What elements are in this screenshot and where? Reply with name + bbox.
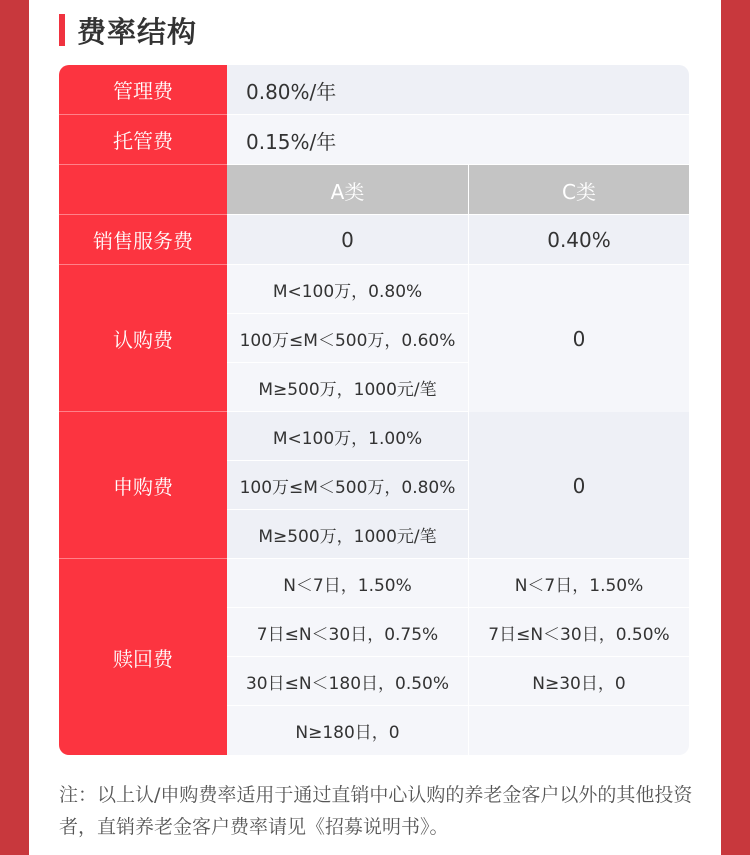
grid-line — [227, 607, 689, 608]
value-purchase-a-tier1: M<100万，1.00% — [227, 412, 468, 461]
grid-line — [227, 460, 468, 461]
header-class-c: C类 — [469, 165, 689, 215]
grid-line — [227, 656, 689, 657]
value-purchase-a-tier2: 100万≤M＜500万，0.80% — [227, 461, 468, 510]
value-redemption-a-tier1: N＜7日，1.50% — [227, 559, 468, 608]
label-subscription-fee: 认购费 — [59, 265, 227, 412]
grid-line — [227, 264, 689, 265]
value-redemption-c-tier1: N＜7日，1.50% — [469, 559, 689, 608]
value-custody-fee: 0.15%/年 — [227, 115, 689, 165]
value-management-fee: 0.80%/年 — [227, 65, 689, 115]
grid-line — [227, 164, 689, 165]
header-class-a: A类 — [227, 165, 468, 215]
value-redemption-c-tier3: N≥30日，0 — [469, 657, 689, 706]
grid-line — [227, 313, 468, 314]
value-sales-service-a: 0 — [227, 215, 468, 265]
grid-line — [468, 165, 469, 755]
label-custody-fee: 托管费 — [59, 115, 227, 165]
label-purchase-fee: 申购费 — [59, 412, 227, 559]
value-subscription-c: 0 — [469, 265, 689, 412]
grid-line — [227, 558, 689, 559]
grid-line — [227, 362, 468, 363]
value-subscription-a-tier2: 100万≤M＜500万，0.60% — [227, 314, 468, 363]
label-empty-header — [59, 165, 227, 215]
section-heading — [59, 12, 197, 48]
fee-table — [59, 65, 689, 755]
grid-line — [227, 214, 689, 215]
value-purchase-c: 0 — [469, 412, 689, 559]
value-subscription-a-tier1: M<100万，0.80% — [227, 265, 468, 314]
label-management-fee: 管理费 — [59, 65, 227, 115]
grid-line — [227, 411, 468, 412]
grid-line — [227, 509, 468, 510]
grid-line — [227, 114, 689, 115]
value-redemption-a-tier2: 7日≤N＜30日，0.75% — [227, 608, 468, 657]
value-purchase-a-tier3: M≥500万，1000元/笔 — [227, 510, 468, 559]
label-sales-service-fee: 销售服务费 — [59, 215, 227, 265]
value-sales-service-c: 0.40% — [469, 215, 689, 265]
value-redemption-c-empty — [469, 706, 689, 755]
value-redemption-a-tier4: N≥180日，0 — [227, 706, 468, 755]
value-redemption-a-tier3: 30日≤N＜180日，0.50% — [227, 657, 468, 706]
grid-line — [227, 705, 689, 706]
value-subscription-a-tier3: M≥500万，1000元/笔 — [227, 363, 468, 412]
footnote: 注：以上认/申购费率适用于通过直销中心认购的养老金客户以外的其他投资者，直销养老金客户费率请见《招募说明书》。 — [59, 784, 693, 838]
heading-accent-bar — [59, 14, 65, 46]
section-title: 费率结构 — [77, 14, 198, 49]
value-redemption-c-tier2: 7日≤N＜30日，0.50% — [469, 608, 689, 657]
label-redemption-fee: 赎回费 — [59, 559, 227, 755]
